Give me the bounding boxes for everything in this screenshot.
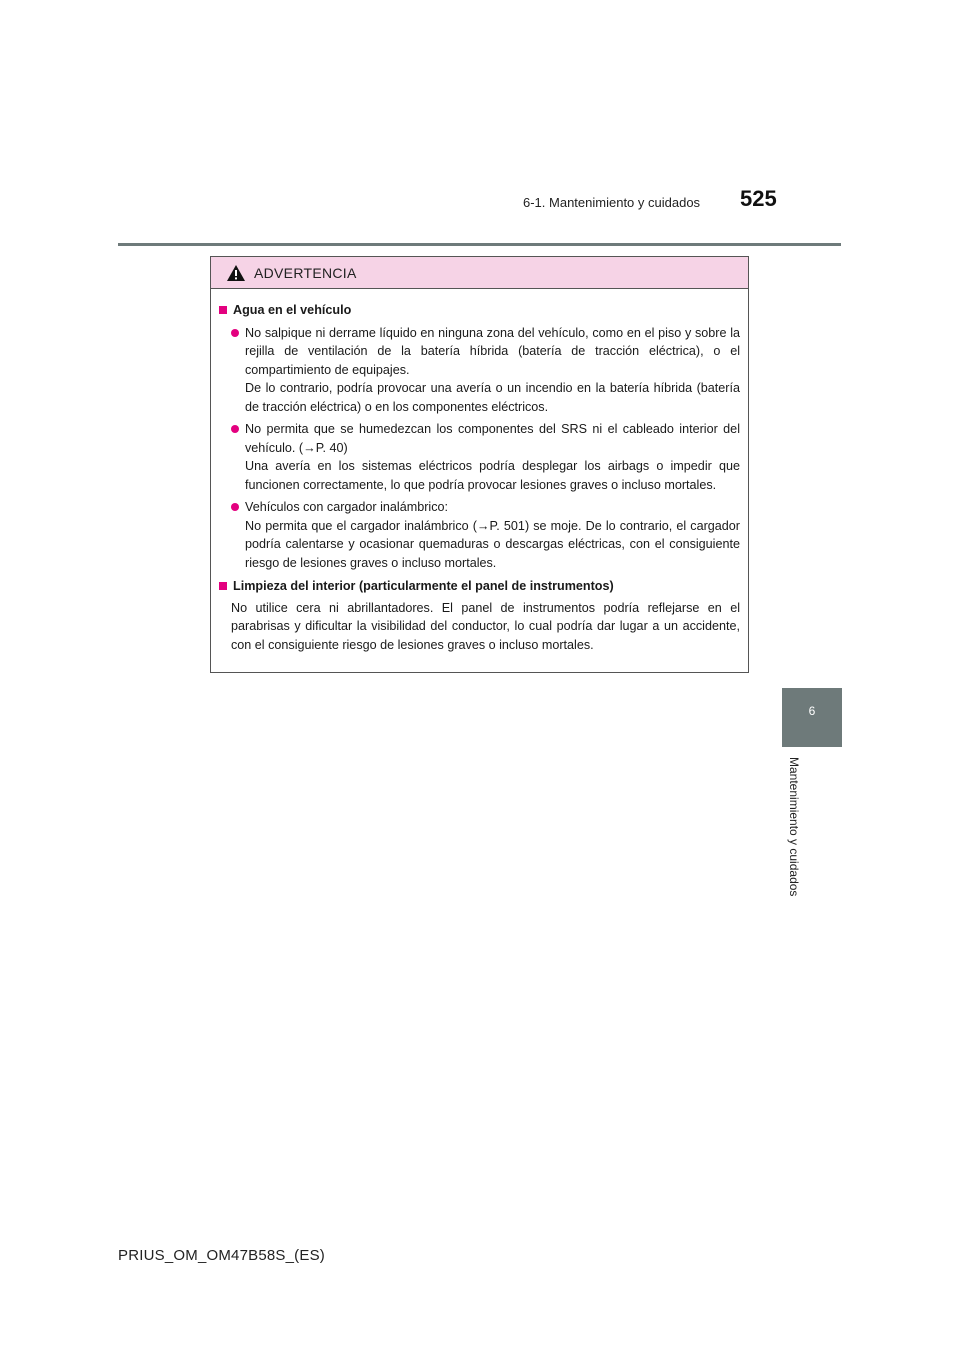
circle-bullet-icon — [231, 329, 239, 337]
chapter-tab-label: Mantenimiento y cuidados — [787, 757, 801, 897]
footer-code: PRIUS_OM_OM47B58S_(ES) — [118, 1247, 325, 1264]
chapter-tab-number: 6 — [808, 704, 816, 718]
chapter-tab[interactable] — [782, 688, 842, 747]
list-item — [219, 324, 740, 417]
square-bullet-icon — [219, 306, 227, 314]
warning-box — [210, 256, 749, 673]
square-bullet-icon — [219, 582, 227, 590]
warning-triangle-icon — [226, 264, 246, 282]
header-section-title: 6-1. Mantenimiento y cuidados — [523, 195, 701, 210]
circle-bullet-icon — [231, 425, 239, 433]
header-rule — [118, 243, 841, 246]
list-item-line: No permita que se humedezcan los componentes del SRS ni el cableado interior del vehículo. (→P. 40) — [245, 422, 740, 455]
list-item-line: No salpique ni derrame líquido en ninguna zona del vehículo, como en el piso y sobre la rejilla de ventilación de la batería híbrida (batería de tracción eléctrica), o el compartimiento de equipajes. — [245, 325, 740, 377]
warning-body — [211, 289, 748, 654]
list-item-text — [245, 498, 740, 572]
list-item-line: Vehículos con cargador inalámbrico: — [245, 500, 449, 514]
section-paragraph: No utilice cera ni abrillantadores. El panel de instrumentos podría reflejarse en el parabrisas y dificultar la visibilidad del conductor, lo cual podría dar lugar a un accidente, con el consiguiente riesgo de lesiones graves o incluso mortales. — [231, 600, 740, 652]
warning-title: ADVERTENCIA — [254, 264, 357, 281]
section-heading — [219, 577, 740, 596]
warning-section — [219, 577, 740, 654]
section-heading-text: Limpieza del interior (particularmente el panel de instrumentos) — [233, 579, 614, 593]
list-item-line: No permita que el cargador inalámbrico (→P. 501) se moje. De lo contrario, el cargador podría calentarse y ocasionar quemaduras o descargas eléctricas, con el consiguiente riesgo de lesiones graves o incluso mortales. — [245, 518, 740, 570]
list-item — [219, 498, 740, 572]
list-item-line: Una avería en los sistemas eléctricos podría desplegar los airbags o impedir que funcionen correctamente, lo que podría provocar lesiones graves o incluso mortales. — [245, 459, 740, 492]
list-item-text — [245, 420, 740, 494]
section-heading-text: Agua en el vehículo — [233, 303, 352, 317]
list-item — [219, 420, 740, 494]
warning-header — [211, 257, 748, 289]
list-item-line: De lo contrario, podría provocar una avería o un incendio en la batería híbrida (batería de tracción eléctrica) o en los componentes eléctricos. — [245, 381, 740, 414]
list-item-text — [245, 324, 740, 417]
section-heading — [219, 301, 740, 320]
warning-section — [219, 301, 740, 572]
page-number: 525 — [740, 186, 777, 211]
circle-bullet-icon — [231, 503, 239, 511]
